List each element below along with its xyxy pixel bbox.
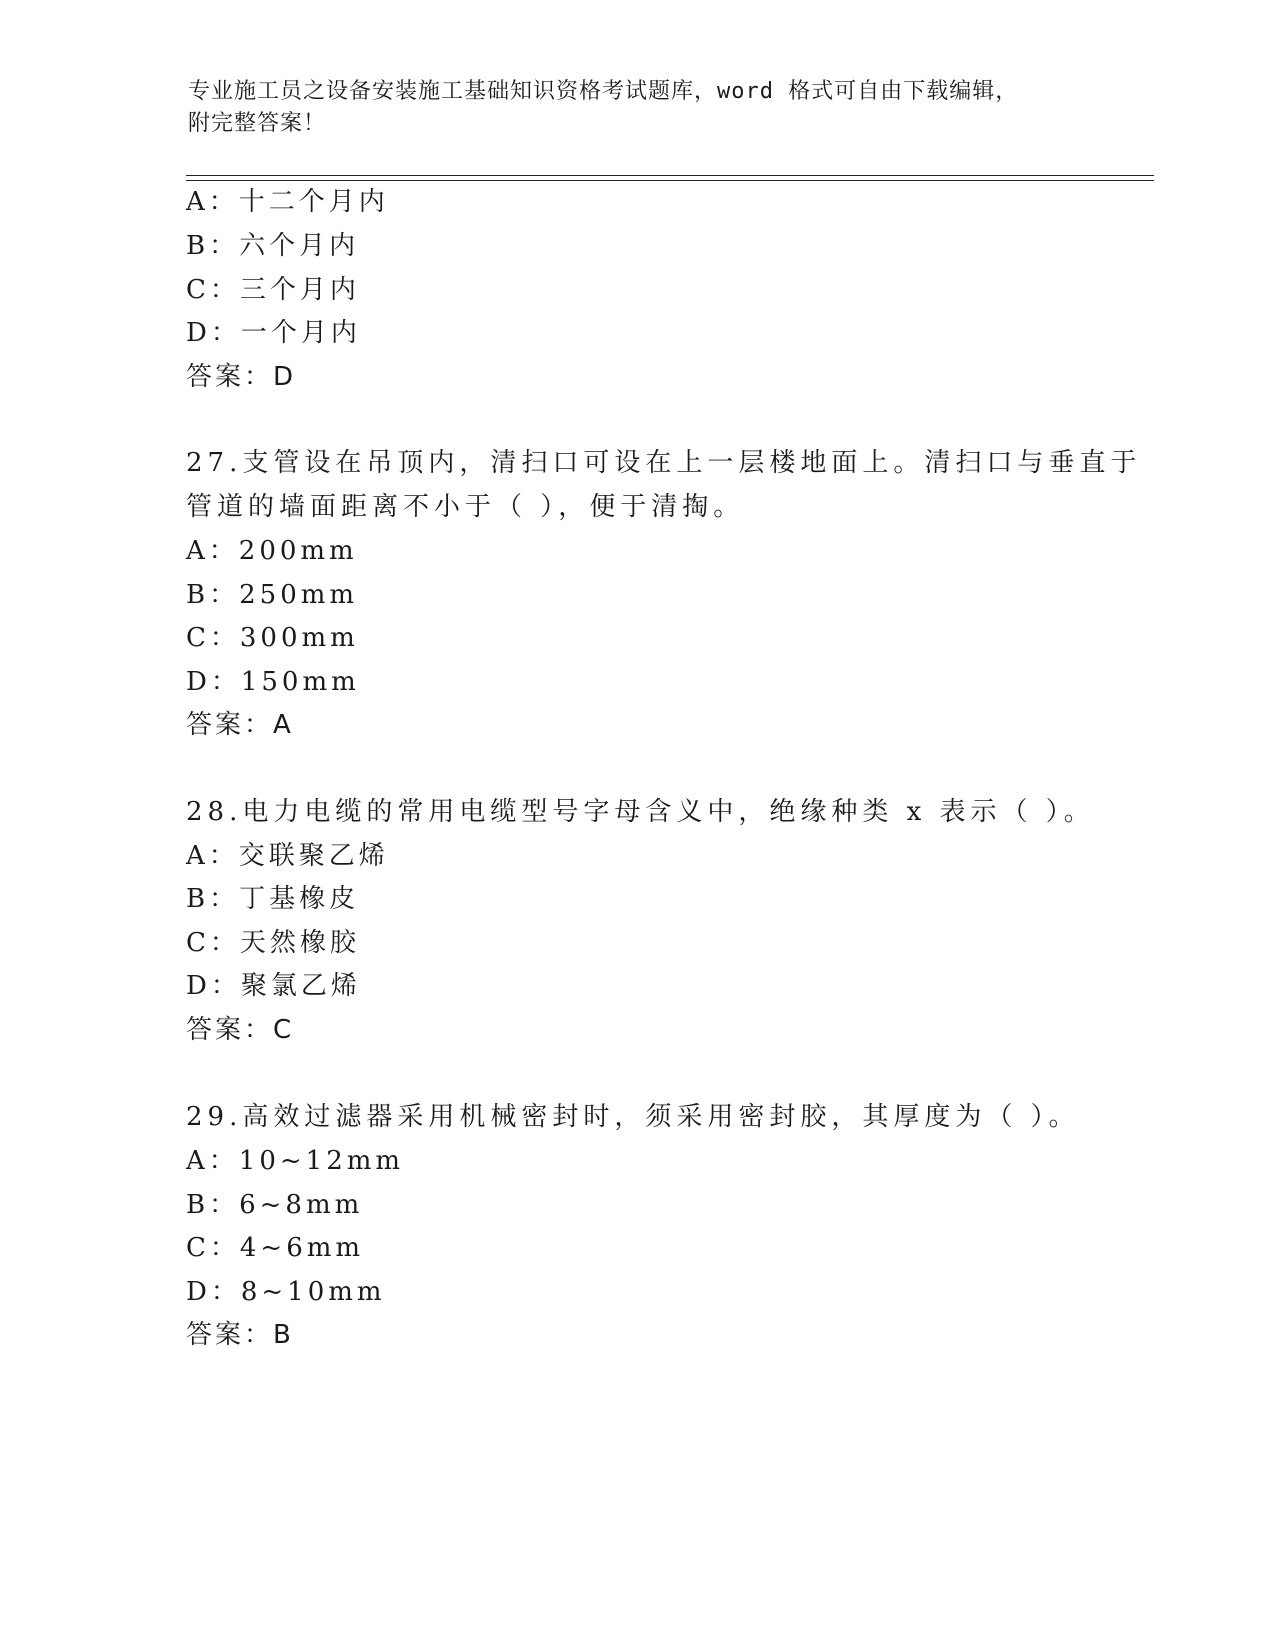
document-header bbox=[188, 76, 1068, 140]
q29-option-d: D：8~10mm bbox=[186, 1277, 386, 1307]
q29-question-line-1: 29.高效过滤器采用机械密封时，须采用密封胶，其厚度为（ ）。 bbox=[186, 1102, 1080, 1132]
prev-option-a: A：十二个月内 bbox=[186, 187, 389, 217]
q28-answer: 答案：C bbox=[186, 1015, 295, 1045]
header-divider-bottom bbox=[186, 180, 1154, 181]
q29-option-a: A：10~12mm bbox=[186, 1146, 405, 1176]
q29-option-b: B：6~8mm bbox=[186, 1190, 364, 1220]
header-divider-top bbox=[186, 175, 1154, 176]
q27-option-d: D：150mm bbox=[186, 667, 360, 697]
q27-question-line-1: 27.支管设在吊顶内，清扫口可设在上一层楼地面上。清扫口与垂直于 bbox=[186, 448, 1142, 478]
q28-option-b: B：丁基橡皮 bbox=[186, 884, 360, 914]
prev-answer: 答案：D bbox=[186, 362, 297, 392]
prev-option-d: D：一个月内 bbox=[186, 318, 361, 348]
prev-option-c: C：三个月内 bbox=[186, 275, 360, 305]
q27-option-c: C：300mm bbox=[186, 623, 359, 653]
q28-question-line-1: 28.电力电缆的常用电缆型号字母含义中，绝缘种类 x 表示（ ）。 bbox=[186, 797, 1095, 827]
q29-option-c: C：4~6mm bbox=[186, 1233, 365, 1263]
q27-option-b: B：250mm bbox=[186, 580, 359, 610]
header-line-1: 专业施工员之设备安装施工基础知识资格考试题库，word 格式可自由下载编辑， bbox=[188, 79, 1019, 104]
q27-question-line-2: 管道的墙面距离不小于（ ），便于清掏。 bbox=[186, 492, 745, 522]
q28-option-d: D：聚氯乙烯 bbox=[186, 971, 361, 1001]
q28-option-a: A：交联聚乙烯 bbox=[186, 841, 389, 871]
q27-answer: 答案：A bbox=[186, 710, 294, 740]
q27-option-a: A：200mm bbox=[186, 536, 358, 566]
q29-answer: 答案：B bbox=[186, 1320, 294, 1350]
q28-option-c: C：天然橡胶 bbox=[186, 928, 360, 958]
header-line-2: 附完整答案！ bbox=[188, 111, 327, 136]
prev-option-b: B：六个月内 bbox=[186, 231, 360, 261]
